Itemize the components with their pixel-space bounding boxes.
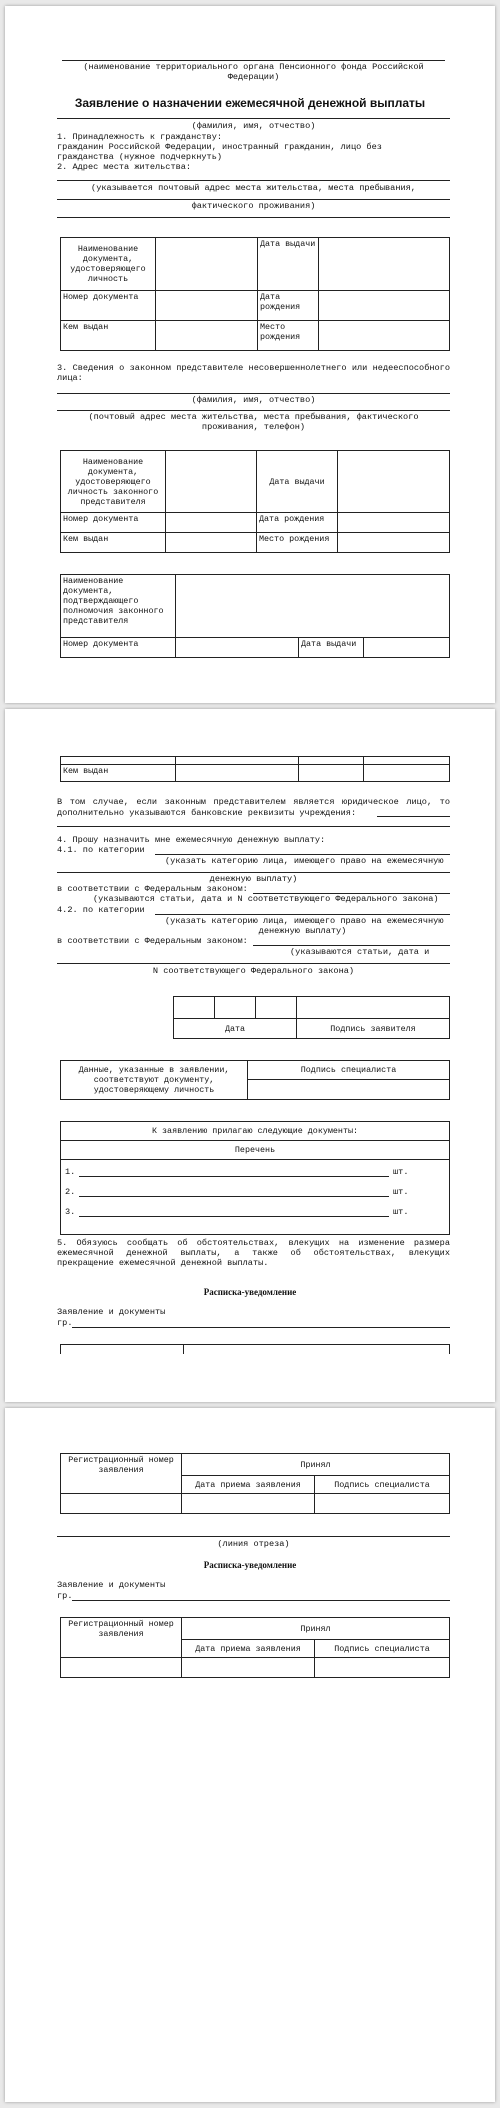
rep-birth-place-cell[interactable] — [338, 533, 450, 553]
signature-table — [173, 996, 450, 1039]
accepted-label-2: Принял — [182, 1618, 450, 1640]
receipt-name-line[interactable] — [72, 1327, 450, 1328]
document-page-2 — [5, 709, 495, 1402]
address-caption-2: фактического проживания) — [191, 201, 316, 211]
verification-table — [60, 1060, 450, 1100]
spec-sign-cell[interactable] — [248, 1080, 450, 1100]
spec-sign-label: Подпись специалиста — [248, 1061, 450, 1080]
document-page-3 — [5, 1408, 495, 2102]
receipt-2-line-2: гр. — [57, 1591, 73, 1601]
auth-name-doc-cell[interactable] — [176, 575, 450, 638]
receipt-title-2: Расписка-уведомление — [203, 1560, 297, 1570]
receipt-2-line-1: Заявление и документы — [57, 1580, 166, 1590]
attachment-item-3-no: 3. — [65, 1207, 76, 1217]
date-label: Дата — [174, 1019, 297, 1039]
rep-name-doc-cell[interactable] — [166, 451, 257, 513]
pfr-line — [62, 60, 445, 61]
category-2-label: 4.2. по категории — [57, 905, 145, 915]
fio-line — [57, 118, 450, 119]
category-1-caption-2: денежную выплату) — [209, 874, 298, 884]
date-year-cell[interactable] — [256, 997, 297, 1019]
law-2-caption-2: N соответствующего Федерального закона) — [152, 966, 355, 976]
rep-birth-date-cell[interactable] — [338, 513, 450, 533]
doc-no-cell[interactable] — [156, 291, 258, 321]
acc-date-label: Дата приема заявления — [182, 1476, 315, 1494]
reg-no-label-2: Регистрационный номер заявления — [61, 1618, 182, 1658]
birth-place-cell[interactable] — [319, 321, 450, 351]
attachments-table — [60, 1121, 450, 1235]
name-doc-cell[interactable] — [156, 238, 258, 291]
rep-birth-place-label: Место рождения — [257, 533, 338, 553]
attachments-list — [61, 1160, 450, 1235]
rep-name-doc-label: Наименование документа, удостоверяющего личность законного представителя — [61, 451, 166, 513]
attachment-item-1-no: 1. — [65, 1167, 76, 1177]
address-heading: 2. Адрес места жительства: — [57, 162, 192, 172]
receipt-table-start — [60, 1344, 450, 1345]
acc-spec-sign-cell-2[interactable] — [315, 1658, 450, 1678]
rep-birth-date-label: Дата рождения — [257, 513, 338, 533]
auth-date-issue-label: Дата выдачи — [299, 638, 364, 658]
reg-no-cell-2[interactable] — [61, 1658, 182, 1678]
law-1-label: в соответствии с Федеральным законом: — [57, 884, 248, 894]
auth-doc-no-cell[interactable] — [176, 638, 299, 658]
law-2-line-2 — [57, 963, 450, 964]
accepted-label: Принял — [182, 1454, 450, 1476]
category-1-line-2 — [57, 872, 450, 873]
law-2-line — [253, 945, 450, 946]
category-2-line — [155, 914, 450, 915]
address-line-3 — [57, 217, 450, 218]
representative-text: 3. Сведения о законном представителе несовершеннолетнего или недееспособного лица: — [57, 363, 450, 383]
acc-spec-sign-cell[interactable] — [315, 1494, 450, 1514]
rep-fio-caption: (фамилия, имя, отчество) — [191, 395, 316, 405]
rep-date-issue-cell[interactable] — [338, 451, 450, 513]
category-2-caption: (указать категорию лица, имеющего право на ежемесячную — [165, 916, 444, 926]
law-2-caption-1: (указываются статьи, дата и — [290, 947, 430, 957]
rep-issued-by-cell[interactable] — [166, 533, 257, 553]
auth-date-issue-cell[interactable] — [364, 638, 450, 658]
attachment-item-3-line[interactable] — [79, 1216, 389, 1217]
receipt-table-edge-m — [183, 1344, 184, 1354]
auth-name-doc-label: Наименование документа, подтверждающего полномочия законного представителя — [61, 575, 176, 638]
bank-details-text: В том случае, если законным представителем является юридическое лицо, то дополнительно указываются банковские реквизиты учреждения: — [57, 797, 450, 818]
receipt-line-1: Заявление и документы — [57, 1307, 166, 1317]
obligation-text: 5. Обязуюсь сообщать об обстоятельствах, влекущих на изменение размера ежемесячной денежной выплаты, а также об обстоятельствах, влекущих прекращение ежемесячной денежной выплаты. — [57, 1238, 450, 1268]
address-line-2 — [57, 199, 450, 200]
doc-no-label: Номер документа — [61, 291, 156, 321]
category-2-caption-2: денежную выплату) — [258, 926, 347, 936]
cut-caption: (линия отреза) — [217, 1539, 290, 1549]
reg-no-label: Регистрационный номер заявления — [61, 1454, 182, 1494]
date-month-cell[interactable] — [215, 997, 256, 1019]
address-line-1 — [57, 180, 450, 181]
acc-date-cell[interactable] — [182, 1494, 315, 1514]
rep-issued-by-label: Кем выдан — [61, 533, 166, 553]
receipt-title: Расписка-уведомление — [203, 1287, 297, 1297]
auth-doc-no-label: Номер документа — [61, 638, 176, 658]
attachment-item-1-unit: шт. — [393, 1167, 409, 1177]
acc-date-cell-2[interactable] — [182, 1658, 315, 1678]
date-issue-cell[interactable] — [319, 238, 450, 291]
rep-address-caption: (почтовый адрес места жительства, места пребывания, фактического проживания, телефон) — [88, 412, 419, 432]
attachments-list-title: Перечень — [61, 1141, 450, 1160]
auth-issued-by-cell[interactable] — [176, 765, 299, 782]
law-2-label: в соответствии с Федеральным законом: — [57, 936, 248, 946]
receipt-2-name-line[interactable] — [72, 1600, 450, 1601]
attachment-item-2-unit: шт. — [393, 1187, 409, 1197]
name-doc-label: Наименование документа, удостоверяющего личность — [61, 238, 156, 291]
rep-identity-table — [60, 450, 450, 553]
applicant-sign-label: Подпись заявителя — [297, 1019, 450, 1039]
payment-heading: 4. Прошу назначить мне ежемесячную денежную выплату: — [57, 835, 326, 845]
category-1-label: 4.1. по категории — [57, 845, 145, 855]
birth-date-cell[interactable] — [319, 291, 450, 321]
page-title: Заявление о назначении ежемесячной денежной выплаты — [74, 96, 426, 110]
receipt-table-edge-r — [449, 1344, 450, 1354]
attachments-title: К заявлению прилагаю следующие документы: — [61, 1122, 450, 1141]
birth-place-label: Место рождения — [258, 321, 319, 351]
applicant-signature-cell[interactable] — [297, 997, 450, 1019]
authority-document-table-cont — [60, 756, 450, 782]
bank-line-2 — [57, 826, 450, 827]
address-caption-1: (указывается почтовый адрес места жительства, места пребывания, — [91, 183, 416, 193]
rep-date-issue-label: Дата выдачи — [257, 451, 338, 513]
acc-spec-sign-label-2: Подпись специалиста — [315, 1640, 450, 1658]
date-day-cell[interactable] — [174, 997, 215, 1019]
reg-no-cell[interactable] — [61, 1494, 182, 1514]
fio-caption: (фамилия, имя, отчество) — [191, 121, 316, 131]
category-1-caption: (указать категорию лица, имеющего право на ежемесячную — [165, 856, 444, 866]
document-page-1 — [5, 6, 495, 703]
acc-spec-sign-label: Подпись специалиста — [315, 1476, 450, 1494]
attachment-item-3-unit: шт. — [393, 1207, 409, 1217]
attachment-item-2-no: 2. — [65, 1187, 76, 1197]
pfr-caption: (наименование территориального органа Пенсионного фонда Российской Федерации) — [83, 62, 424, 82]
date-issue-label: Дата выдачи — [258, 238, 319, 291]
rep-fio-line — [57, 393, 450, 394]
category-1-line — [155, 854, 450, 855]
rep-doc-no-label: Номер документа — [61, 513, 166, 533]
rep-doc-no-cell[interactable] — [166, 513, 257, 533]
issued-by-cell[interactable] — [156, 321, 258, 351]
authority-document-table — [60, 574, 450, 658]
identity-document-table — [60, 237, 450, 351]
citizenship-options: гражданин Российской Федерации, иностранный гражданин, лицо без гражданства (нужное подчеркнуть) — [57, 142, 382, 162]
attachment-item-2-line[interactable] — [79, 1196, 389, 1197]
cut-line — [57, 1536, 450, 1537]
verification-text: Данные, указанные в заявлении, соответствуют документу, удостоверяющему личность — [61, 1061, 248, 1100]
citizenship-heading: 1. Принадлежность к гражданству: — [57, 132, 223, 142]
receipt-table-edge-l — [60, 1344, 61, 1354]
bank-line-1 — [377, 816, 450, 817]
receipt-line-2: гр. — [57, 1318, 73, 1328]
auth-issued-by-label: Кем выдан — [61, 765, 176, 782]
birth-date-label: Дата рождения — [258, 291, 319, 321]
acc-date-label-2: Дата приема заявления — [182, 1640, 315, 1658]
rep-address-line — [57, 410, 450, 411]
attachment-item-1-line[interactable] — [79, 1176, 389, 1177]
receipt-table-2 — [60, 1617, 450, 1678]
law-1-caption: (указываются статьи, дата и N соответствующего Федерального закона) — [93, 894, 439, 904]
issued-by-label: Кем выдан — [61, 321, 156, 351]
receipt-table-1 — [60, 1453, 450, 1514]
